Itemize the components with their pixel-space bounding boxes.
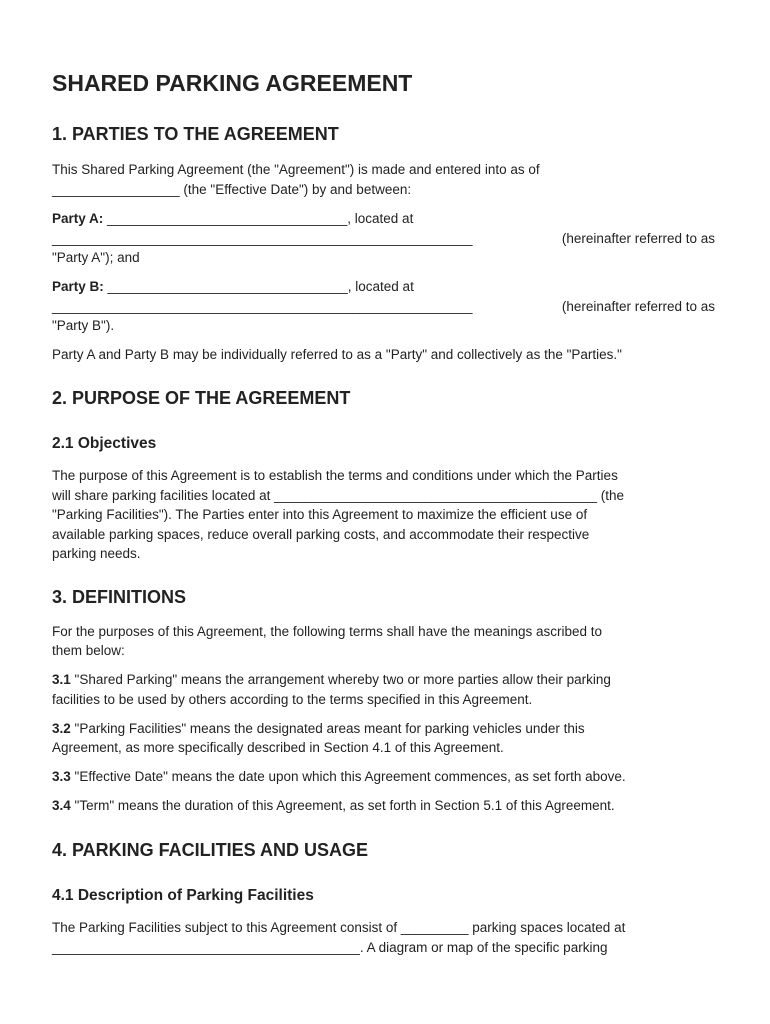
section-2-para-line-2: will share parking facilities located at ___________________________________________ (the (52, 488, 624, 503)
party-b-name-blank: ________________________________, located at (103, 279, 414, 294)
section-2-heading: 2. PURPOSE OF THE AGREEMENT (52, 388, 351, 408)
definition-3-2-line-1 (52, 719, 585, 739)
definition-3-3-text: "Effective Date" means the date upon which this Agreement commences, as set forth above. (70, 769, 626, 784)
definition-3-2-line-2: Agreement, as more specifically described in Section 4.1 of this Agreement. (52, 740, 504, 755)
party-a-line-1 (52, 209, 413, 229)
section-2-para-line-3: "Parking Facilities"). The Parties enter into this Agreement to maximize the efficient use of (52, 507, 588, 522)
definition-3-2-text: "Parking Facilities" means the designated areas meant for parking vehicles under this (70, 721, 585, 736)
section-4-1-heading: 4.1 Description of Parking Facilities (52, 887, 314, 904)
definition-3-4-line-1 (52, 796, 615, 816)
section-3-heading: 3. DEFINITIONS (52, 587, 187, 607)
party-b-address-blank: ________________________________________________________ (52, 299, 473, 314)
section-4-para-line-1: The Parking Facilities subject to this Agreement consist of _________ parking spaces located at (52, 920, 626, 935)
definition-3-1-number: 3.1 (52, 672, 71, 687)
document-title: SHARED PARKING AGREEMENT (52, 70, 413, 96)
party-b-line-3: "Party B"). (52, 318, 115, 333)
party-b-hereinafter: (hereinafter referred to as (561, 299, 715, 314)
section-3-intro-line-2: them below: (52, 643, 125, 658)
definition-3-1-line-2: facilities to be used by others according to the terms specified in this Agreement. (52, 692, 533, 707)
section-1-intro-line-2: _________________ (the "Effective Date") by and between: (52, 182, 412, 197)
party-b-line-1 (52, 277, 414, 297)
section-1-intro-line-1: This Shared Parking Agreement (the "Agreement") is made and entered into as of (52, 162, 540, 177)
section-4-heading: 4. PARKING FACILITIES AND USAGE (52, 840, 369, 860)
section-2-para-line-4: available parking spaces, reduce overall parking costs, and accommodate their respective (52, 527, 590, 542)
definition-3-1-line-1 (52, 670, 611, 690)
section-4-para-line-2: _________________________________________. A diagram or map of the specific parking (52, 940, 608, 955)
section-2-1-heading: 2.1 Objectives (52, 435, 157, 452)
definition-3-2-number: 3.2 (52, 721, 71, 736)
party-a-label: Party A: (52, 211, 104, 226)
section-2-para-line-5: parking needs. (52, 546, 141, 561)
party-a-name-blank: ________________________________, located at (103, 211, 414, 226)
party-a-line-3: "Party A"); and (52, 250, 140, 265)
definition-3-3-line-1 (52, 767, 626, 787)
party-a-hereinafter: (hereinafter referred to as (561, 231, 715, 246)
section-1-heading: 1. PARTIES TO THE AGREEMENT (52, 124, 339, 144)
definition-3-1-text: "Shared Parking" means the arrangement whereby two or more parties allow their parking (70, 672, 611, 687)
definition-3-4-text: "Term" means the duration of this Agreement, as set forth in Section 5.1 of this Agreement. (70, 798, 615, 813)
parties-closing: Party A and Party B may be individually referred to as a "Party" and collectively as the "Parties." (52, 347, 622, 362)
definition-3-4-number: 3.4 (52, 798, 71, 813)
definition-3-3-number: 3.3 (52, 769, 71, 784)
party-a-address-blank: ________________________________________________________ (52, 231, 473, 246)
section-3-intro-line-1: For the purposes of this Agreement, the following terms shall have the meanings ascribed to (52, 624, 603, 639)
party-b-label: Party B: (52, 279, 104, 294)
section-2-para-line-1: The purpose of this Agreement is to establish the terms and conditions under which the Parties (52, 468, 618, 483)
